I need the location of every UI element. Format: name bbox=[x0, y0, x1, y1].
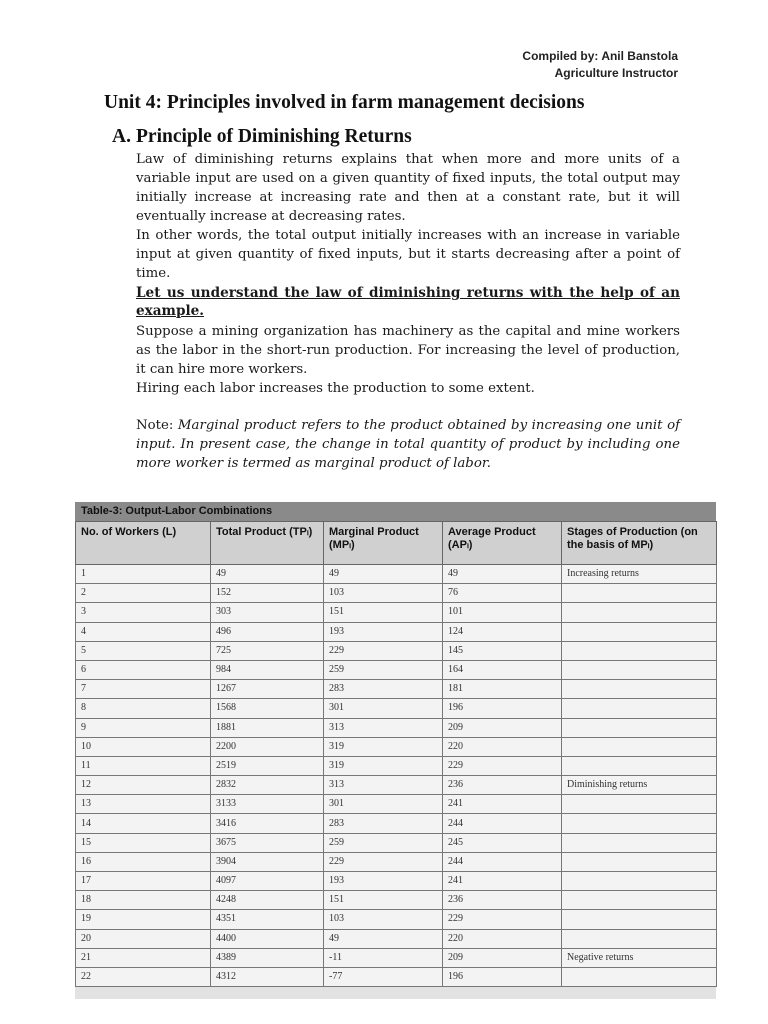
cell-stage bbox=[562, 737, 717, 756]
paragraph-mining: Suppose a mining organization has machinery as the capital and mine workers as the labor in the short-run production. For increasing the level of production, it can hire more workers. bbox=[136, 324, 680, 377]
cell-total-product: 2832 bbox=[211, 776, 324, 795]
cell-workers: 4 bbox=[76, 622, 211, 641]
cell-marginal-product: 319 bbox=[324, 737, 443, 756]
cell-marginal-product: -77 bbox=[324, 967, 443, 986]
table-row bbox=[76, 718, 717, 737]
table-row bbox=[76, 699, 717, 718]
cell-workers: 22 bbox=[76, 967, 211, 986]
cell-workers: 6 bbox=[76, 660, 211, 679]
cell-marginal-product: -11 bbox=[324, 948, 443, 967]
cell-marginal-product: 259 bbox=[324, 660, 443, 679]
cell-total-product: 725 bbox=[211, 641, 324, 660]
cell-workers: 17 bbox=[76, 872, 211, 891]
table-row bbox=[76, 660, 717, 679]
cell-total-product: 4312 bbox=[211, 967, 324, 986]
cell-stage bbox=[562, 756, 717, 775]
cell-average-product: 244 bbox=[443, 814, 562, 833]
cell-marginal-product: 49 bbox=[324, 565, 443, 584]
table-row bbox=[76, 795, 717, 814]
cell-marginal-product: 313 bbox=[324, 776, 443, 795]
cell-average-product: 196 bbox=[443, 699, 562, 718]
cell-average-product: 236 bbox=[443, 891, 562, 910]
cell-average-product: 244 bbox=[443, 852, 562, 871]
table-row bbox=[76, 852, 717, 871]
cell-total-product: 2200 bbox=[211, 737, 324, 756]
cell-total-product: 303 bbox=[211, 603, 324, 622]
cell-workers: 19 bbox=[76, 910, 211, 929]
cell-average-product: 101 bbox=[443, 603, 562, 622]
cell-marginal-product: 301 bbox=[324, 795, 443, 814]
cell-average-product: 76 bbox=[443, 584, 562, 603]
cell-total-product: 3416 bbox=[211, 814, 324, 833]
table-row bbox=[76, 622, 717, 641]
cell-stage bbox=[562, 622, 717, 641]
cell-workers: 7 bbox=[76, 680, 211, 699]
cell-workers: 11 bbox=[76, 756, 211, 775]
cell-stage bbox=[562, 603, 717, 622]
data-table bbox=[75, 521, 717, 987]
cell-workers: 20 bbox=[76, 929, 211, 948]
table-body bbox=[76, 565, 717, 987]
cell-stage bbox=[562, 699, 717, 718]
cell-total-product: 4248 bbox=[211, 891, 324, 910]
cell-total-product: 49 bbox=[211, 565, 324, 584]
header-average-product: Average Product (APₗ) bbox=[443, 522, 562, 565]
cell-average-product: 145 bbox=[443, 641, 562, 660]
cell-stage: Negative returns bbox=[562, 948, 717, 967]
cell-average-product: 196 bbox=[443, 967, 562, 986]
table-row bbox=[76, 756, 717, 775]
cell-total-product: 1267 bbox=[211, 680, 324, 699]
cell-stage bbox=[562, 929, 717, 948]
cell-stage bbox=[562, 852, 717, 871]
cell-workers: 3 bbox=[76, 603, 211, 622]
cell-marginal-product: 283 bbox=[324, 814, 443, 833]
table-row bbox=[76, 680, 717, 699]
cell-average-product: 241 bbox=[443, 795, 562, 814]
paragraph-definition: Law of diminishing returns explains that when more and more units of a variable input are used on a given quantity of fixed inputs, the total output may initially increase at increasing rate and then at a constant rate, but it will eventually increase at decreasing rates. bbox=[136, 152, 680, 224]
cell-total-product: 1568 bbox=[211, 699, 324, 718]
note-text: Marginal product refers to the product obtained by increasing one unit of input. In present case, the change in total quantity of product by including one more worker is termed as marginal product of labor. bbox=[136, 418, 680, 471]
table-row bbox=[76, 584, 717, 603]
table-row bbox=[76, 833, 717, 852]
cell-workers: 10 bbox=[76, 737, 211, 756]
table-row bbox=[76, 872, 717, 891]
cell-total-product: 2519 bbox=[211, 756, 324, 775]
cell-workers: 8 bbox=[76, 699, 211, 718]
paragraph-hiring: Hiring each labor increases the production to some extent. bbox=[136, 381, 535, 396]
cell-stage bbox=[562, 718, 717, 737]
cell-stage bbox=[562, 795, 717, 814]
table-row bbox=[76, 891, 717, 910]
note-label: Note: bbox=[136, 418, 174, 433]
header-workers: No. of Workers (L) bbox=[76, 522, 211, 565]
cell-workers: 2 bbox=[76, 584, 211, 603]
cell-workers: 1 bbox=[76, 565, 211, 584]
cell-total-product: 496 bbox=[211, 622, 324, 641]
table-header-row bbox=[76, 522, 717, 565]
cell-stage: Diminishing returns bbox=[562, 776, 717, 795]
cell-marginal-product: 193 bbox=[324, 622, 443, 641]
cell-stage bbox=[562, 910, 717, 929]
cell-marginal-product: 259 bbox=[324, 833, 443, 852]
table-row bbox=[76, 814, 717, 833]
cell-average-product: 181 bbox=[443, 680, 562, 699]
cell-marginal-product: 319 bbox=[324, 756, 443, 775]
cell-workers: 18 bbox=[76, 891, 211, 910]
cell-marginal-product: 313 bbox=[324, 718, 443, 737]
cell-workers: 16 bbox=[76, 852, 211, 871]
cell-marginal-product: 301 bbox=[324, 699, 443, 718]
cell-average-product: 229 bbox=[443, 756, 562, 775]
cell-total-product: 1881 bbox=[211, 718, 324, 737]
cell-average-product: 49 bbox=[443, 565, 562, 584]
author-block bbox=[522, 48, 678, 82]
unit-title: Unit 4: Principles involved in farm management decisions bbox=[104, 92, 585, 113]
table-row bbox=[76, 603, 717, 622]
cell-stage bbox=[562, 641, 717, 660]
cell-marginal-product: 193 bbox=[324, 872, 443, 891]
section-title-text: Principle of Diminishing Returns bbox=[136, 126, 412, 147]
cell-marginal-product: 229 bbox=[324, 641, 443, 660]
header-total-product: Total Product (TPₗ) bbox=[211, 522, 324, 565]
cell-stage bbox=[562, 680, 717, 699]
example-paragraphs bbox=[136, 322, 680, 398]
table-row bbox=[76, 910, 717, 929]
cell-average-product: 245 bbox=[443, 833, 562, 852]
cell-stage bbox=[562, 833, 717, 852]
author-role: Agriculture Instructor bbox=[554, 66, 678, 80]
cell-workers: 14 bbox=[76, 814, 211, 833]
cell-average-product: 164 bbox=[443, 660, 562, 679]
header-stages: Stages of Production (on the basis of MPₗ) bbox=[562, 522, 717, 565]
cell-stage bbox=[562, 584, 717, 603]
cell-average-product: 236 bbox=[443, 776, 562, 795]
cell-total-product: 4400 bbox=[211, 929, 324, 948]
table-caption: Table-3: Output-Labor Combinations bbox=[75, 502, 716, 521]
cell-average-product: 220 bbox=[443, 737, 562, 756]
section-title bbox=[112, 126, 712, 148]
cell-stage bbox=[562, 660, 717, 679]
cell-total-product: 3675 bbox=[211, 833, 324, 852]
cell-average-product: 124 bbox=[443, 622, 562, 641]
cell-total-product: 3133 bbox=[211, 795, 324, 814]
cell-average-product: 220 bbox=[443, 929, 562, 948]
cell-workers: 13 bbox=[76, 795, 211, 814]
intro-paragraphs bbox=[136, 150, 680, 283]
paragraph-other-words: In other words, the total output initially increases with an increase in variable input at given quantity of fixed inputs, but it starts decreasing after a point of time. bbox=[136, 228, 680, 281]
table-row bbox=[76, 641, 717, 660]
table-row bbox=[76, 737, 717, 756]
cell-total-product: 3904 bbox=[211, 852, 324, 871]
cell-average-product: 209 bbox=[443, 948, 562, 967]
cell-total-product: 4097 bbox=[211, 872, 324, 891]
cell-average-product: 229 bbox=[443, 910, 562, 929]
cell-total-product: 4389 bbox=[211, 948, 324, 967]
cell-stage bbox=[562, 891, 717, 910]
cell-total-product: 4351 bbox=[211, 910, 324, 929]
cell-marginal-product: 151 bbox=[324, 891, 443, 910]
cell-marginal-product: 151 bbox=[324, 603, 443, 622]
cell-stage: Increasing returns bbox=[562, 565, 717, 584]
output-labor-table bbox=[75, 502, 716, 999]
cell-workers: 5 bbox=[76, 641, 211, 660]
cell-total-product: 984 bbox=[211, 660, 324, 679]
cell-workers: 12 bbox=[76, 776, 211, 795]
cell-marginal-product: 103 bbox=[324, 910, 443, 929]
table-row bbox=[76, 929, 717, 948]
cell-marginal-product: 283 bbox=[324, 680, 443, 699]
cell-total-product: 152 bbox=[211, 584, 324, 603]
example-heading: Let us understand the law of diminishing returns with the help of an example. bbox=[136, 285, 680, 319]
table-row bbox=[76, 565, 717, 584]
cell-stage bbox=[562, 872, 717, 891]
cell-stage bbox=[562, 814, 717, 833]
header-marginal-product: Marginal Product (MPₗ) bbox=[324, 522, 443, 565]
section-letter: A. bbox=[112, 126, 131, 147]
cell-stage bbox=[562, 967, 717, 986]
cell-marginal-product: 103 bbox=[324, 584, 443, 603]
table-row bbox=[76, 948, 717, 967]
cell-average-product: 241 bbox=[443, 872, 562, 891]
table-row bbox=[76, 967, 717, 986]
table-row bbox=[76, 776, 717, 795]
cell-workers: 21 bbox=[76, 948, 211, 967]
cell-average-product: 209 bbox=[443, 718, 562, 737]
compiled-by: Compiled by: Anil Banstola bbox=[522, 49, 678, 63]
note-paragraph bbox=[136, 416, 680, 473]
cell-workers: 15 bbox=[76, 833, 211, 852]
cell-marginal-product: 229 bbox=[324, 852, 443, 871]
cell-workers: 9 bbox=[76, 718, 211, 737]
cell-marginal-product: 49 bbox=[324, 929, 443, 948]
